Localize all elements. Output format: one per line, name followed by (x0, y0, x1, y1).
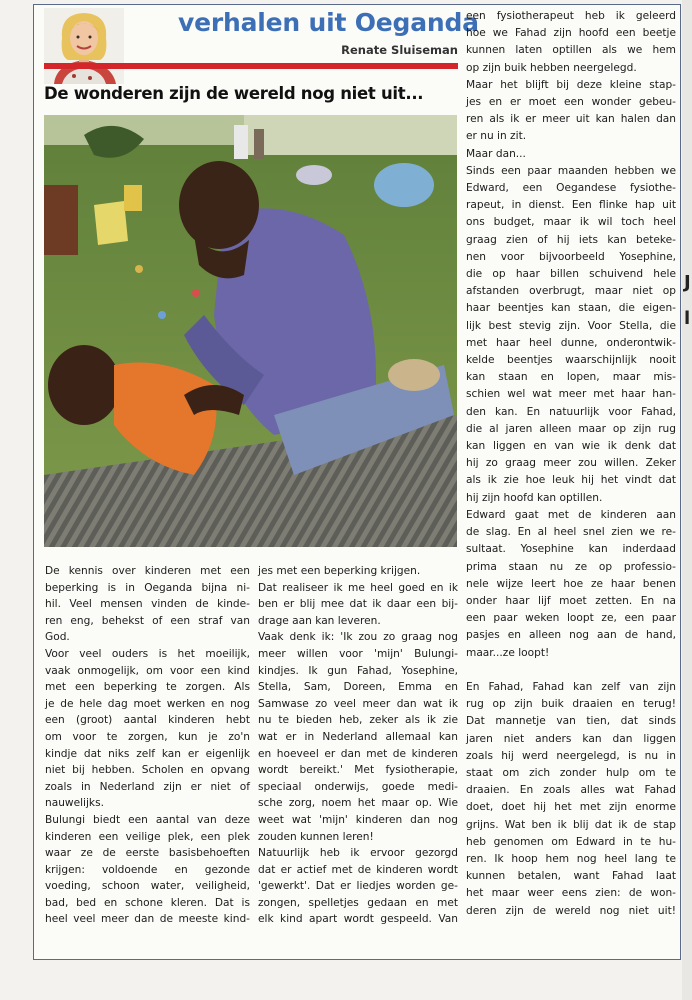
article-line: nauwelijks. (45, 797, 104, 810)
article-line: nu te bieden heb, zeker als ik zie (258, 714, 458, 727)
article-line: Dat mannetje van tien, dat sinds (466, 715, 676, 728)
article-line: een (groot) aantal kinderen hebt (45, 714, 250, 727)
article-line: maar...ze loopt! (466, 646, 550, 659)
article-line: nele wijze leert hoe ze haar benen (466, 577, 676, 590)
article-line: En Fahad, Fahad kan zelf van zijn (466, 680, 676, 693)
article-line: Stella, Sam, Doreen, Emma en (258, 681, 458, 694)
article-line: kan staan en lopen, maar mis- (466, 371, 676, 384)
article-line: meer willen voor 'mijn' Bulungi- (258, 647, 458, 660)
article-line: heel veel meer dan de meeste kind- (45, 913, 250, 926)
article-line: Vaak denk ik: 'Ik zou zo graag nog (258, 631, 458, 644)
article-line: deren zijn de wereld nog niet uit! (466, 904, 676, 917)
article-line: zoals hij werd neergelegd, is nu in (466, 749, 676, 762)
article-line: kindje dat niks zelf kan er eigenlijk (45, 747, 250, 760)
article-line: zongen, spelletjes gedaan en met (258, 896, 458, 909)
article-line: Samwase zo veel meer dan wat ik (258, 697, 458, 710)
article-line: dat er actief met de kinderen wordt (258, 863, 458, 876)
article-line: pasjes en alleen nog aan de hand, (466, 629, 676, 642)
article-line: krijgen: voldoende en gezonde (45, 863, 250, 876)
article-line: afstanden overbrugt, maar niet op (466, 285, 676, 298)
article-line: Maar dan... (466, 147, 526, 160)
article-line: zouden kunnen leren! (258, 830, 374, 843)
article-line: je de hele dag moet werken en nog (45, 697, 250, 710)
article-line: en hoeveel er dan met de kinderen (258, 747, 458, 760)
article-line: Natuurlijk heb ik ervoor gezorgd (258, 847, 458, 860)
article-line: draaien. En zoals alles wat Fahad (466, 784, 676, 797)
article-line: een fysiotherapeut heb ik geleerd (466, 10, 676, 22)
article-column-right (466, 8, 676, 920)
article-line: kelde beentjes waarschijnlijk nooit (466, 354, 676, 367)
author-name: Renate Sluiseman (341, 43, 458, 57)
article-column-middle (258, 563, 458, 928)
adjacent-page-fragment: J (684, 272, 691, 293)
article-line: om voor te zorgen, kun je zo'n (45, 730, 250, 743)
article-line: onder haar lijf moet zetten. En na (466, 594, 676, 607)
article-line: hij zo graag meer zou willen. Zeker (466, 457, 676, 470)
series-title: verhalen uit Oeganda (178, 8, 479, 37)
article-line: kan liggen en van wie ik denk dat (466, 440, 676, 453)
article-line: ren. Ik hoop hem nog heel lang te (466, 852, 676, 865)
article-column-left (45, 563, 250, 928)
article-line: kunnen betalen, want Fahad laat (466, 870, 676, 883)
article-line: er nu in zit. (466, 130, 527, 143)
article-line: rapeut, in dienst. Een flinke hap uit (466, 199, 676, 212)
article-line: doet, doet hij het met zijn enorme (466, 801, 676, 814)
article-line: het maar weer eens zien: de won- (466, 887, 676, 900)
article-line: den kan. En natuurlijk voor Fahad, (466, 405, 676, 418)
article-line: lijk best stevig zijn. Voor Stella, die (466, 319, 676, 332)
article-line: beperking is in Oeganda bijna ni- (45, 581, 250, 594)
article-line: graag zien of hij iets kan beteke- (466, 233, 676, 246)
article-line: rug op zijn buik draaien en terug! (466, 698, 676, 711)
article-line: wat er in Nederland allemaal kan (258, 730, 458, 743)
article-line: kunnen laten optillen als we hem (466, 44, 676, 57)
adjacent-page-edge (682, 0, 692, 1000)
article-line: ben er blij mee dat ik daar een bij- (258, 598, 458, 611)
article-line: kindjes. Ik gun Fahad, Yosephine, (258, 664, 458, 677)
article-line: schien wel wat meer met haar han- (466, 388, 676, 401)
header-rule (44, 63, 458, 69)
article-line: waar ze de eerste basisbehoeften (45, 847, 250, 860)
article-line: de slag. En al heel snel zien we re- (466, 526, 676, 539)
article-line: wordt bereikt.' Met fysiotherapie, (258, 764, 458, 777)
article-line: voeding, schoon water, veiligheid, (45, 880, 250, 893)
article-line: Edward, een Oegandese fysiothe- (466, 182, 676, 195)
article-line: staat om zich zonder hulp om te (466, 766, 676, 779)
article-line: elk kind apart wordt gespeeld. Van (258, 913, 458, 926)
article-line: grijns. Wat ben ik blij dat ik de stap (466, 818, 676, 831)
article-line: Sinds een paar maanden hebben we (466, 164, 676, 177)
article-line: jes en er moet een wonder gebeu- (466, 96, 676, 109)
article-line: die al jaren alleen maar op zijn rug (466, 422, 676, 435)
article-line: met een beperking te zorgen. Als (45, 681, 250, 694)
article-line: ren eng, behekst of een straf van (45, 614, 250, 627)
article-line: Bulungi biedt een aantal van deze (45, 813, 250, 826)
author-portrait (44, 8, 124, 84)
article-line: hoe we Fahad zijn hoofd een beetje (466, 27, 676, 40)
article-line: God. (45, 631, 70, 644)
article-line: met haar heel dunne, onderontwik- (466, 336, 676, 349)
article-line: prima staan nu ze op professio- (466, 560, 676, 573)
article-line: die op haar billen schuivend hele (466, 268, 676, 281)
article-line: weet wat 'mijn' kinderen dan nog (258, 813, 458, 826)
adjacent-page-fragment: l (684, 308, 691, 329)
article-line: bad, bed en schone kleren. Dat is (45, 896, 250, 909)
article-line: sultaat. Yosephine kan inderdaad (466, 543, 676, 556)
article-line: Edward gaat met de kinderen aan (466, 508, 676, 521)
article-line: drage aan kan leveren. (258, 614, 381, 627)
article-line: speciaal onderwijs, goede medi- (258, 780, 458, 793)
article-line: jaren niet anders kan dan liggen (466, 732, 676, 745)
article-line: ren als ik er meer uit kan halen dan (466, 113, 676, 126)
article-line: jes met een beperking krijgen. (258, 565, 421, 577)
article-line: hij zijn hoofd kan optillen. (466, 491, 603, 504)
article-line: niet bij hebben. Scholen en opvang (45, 764, 250, 777)
article-line: haar beentjes kan staan, die eigen- (466, 302, 676, 315)
article-line (466, 662, 676, 679)
article-line: nen voor bijvoorbeeld Yosephine, (466, 250, 676, 263)
headline: De wonderen zijn de wereld nog niet uit... (44, 84, 424, 103)
article-line: Maar het blijft bij deze kleine stap- (466, 78, 676, 91)
article-line: sche zorg, noem het maar op. Wie (258, 797, 458, 810)
article-line: Voor veel ouders is het moeilijk, (45, 647, 250, 660)
article-line: op zijn buik hebben neergelegd. (466, 61, 637, 74)
article-line: De kennis over kinderen met een (45, 565, 250, 577)
article-line: 'gewerkt'. Dat er liedjes worden ge- (258, 880, 458, 893)
man-helping-child-photo (44, 115, 457, 547)
article-line: heb genomen om Edward in te hu- (466, 835, 676, 848)
article-line: een paar weken loopt ze, een paar (466, 612, 676, 625)
article-line: Dat realiseer ik me heel goed en ik (258, 581, 458, 594)
article-line: als ik zie hoe leuk hij het vindt dat (466, 474, 676, 487)
article-line: hil. Veel mensen vinden de kinde- (45, 598, 250, 611)
article-line: ons budget, maar ik wil toch heel (466, 216, 676, 229)
article-line: kinderen een veilige plek, een plek (45, 830, 250, 843)
article-line: zoals in Nederland zijn er niet of (45, 780, 250, 793)
article-line: vaak onmogelijk, om voor een kind (45, 664, 250, 677)
